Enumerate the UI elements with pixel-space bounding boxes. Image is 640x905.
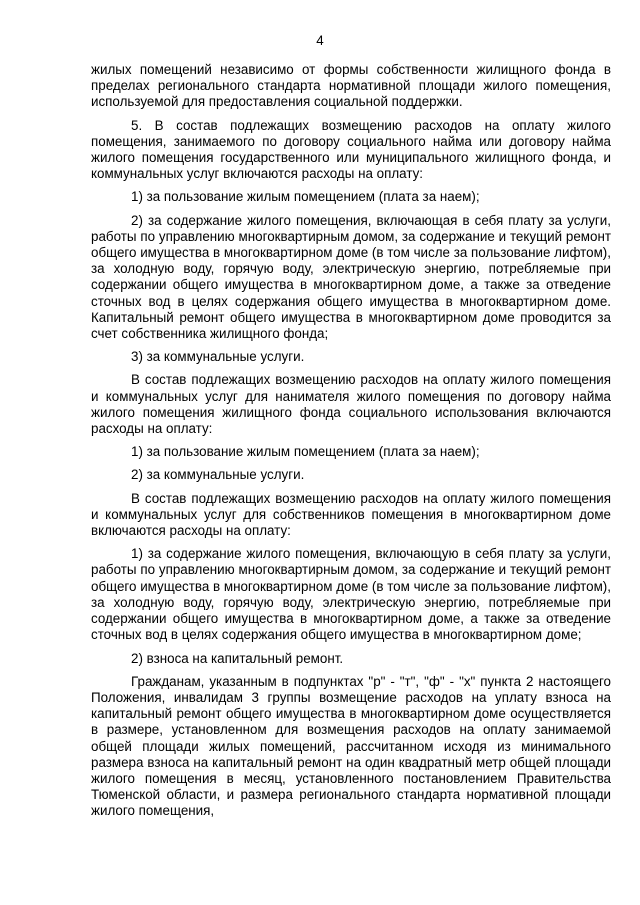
paragraph-owners-item-2: 2) взноса на капитальный ремонт. <box>131 650 344 666</box>
paragraph-continuation: жилых помещений независимо от формы собственности жилищного фонда в пределах регионального стандарта нормативной площади жилого помещения, используемой для предоставления социальной поддержки. <box>91 62 611 110</box>
paragraph-item-2-maintenance: 2) за содержание жилого помещения, включающая в себя плату за услуги, работы по управлению многоквартирным домом, за содержание и текущий ремонт общего имущества в многоквартирном доме (в том числе за пользование лифтом), за холодную воду, горячую воду, электрическую энергию, потребляемые при содержании общего имущества в многоквартирном доме, а также за отведение сточных вод в целях содержания общего имущества в многоквартирном доме. Капитальный ремонт общего имущества в многоквартирном доме проводится за счет собственника жилищного фонда; <box>91 212 611 342</box>
paragraph-social-item-2: 2) за коммунальные услуги. <box>131 467 305 483</box>
document-body <box>91 62 611 827</box>
paragraph-owners: В состав подлежащих возмещению расходов на оплату жилого помещения и коммунальных услуг для собственников помещения в многоквартирном доме включаются расходы на оплату: <box>91 490 611 539</box>
paragraph-clause-5: 5. В состав подлежащих возмещению расходов на оплату жилого помещения, занимаемого по договору социального найма или договору найма жилого помещения государственного или муниципального жилищного фонда, и коммунальных услуг включаются расходы на оплату: <box>91 117 611 182</box>
paragraph-item-1-rent: 1) за пользование жилым помещением (плата за наем); <box>131 189 480 205</box>
paragraph-social-item-1: 1) за пользование жилым помещением (плата за наем); <box>131 444 480 460</box>
page-number: 4 <box>316 33 324 48</box>
paragraph-social-tenant: В состав подлежащих возмещению расходов на оплату жилого помещения и коммунальных услуг для нанимателя жилого помещения по договору найма жилого помещения жилищного фонда социального использования включаются расходы на оплату: <box>91 372 611 437</box>
paragraph-citizens-capital-repair: Гражданам, указанным в подпунктах "р" - "т", "ф" - "х" пункта 2 настоящего Положения, инвалидам 3 группы возмещение расходов на уплату взноса на капитальный ремонт общего имущества в многоквартирном доме осуществляется в размере, установленном для возмещения расходов на оплату занимаемой общей площади жилых помещений, рассчитанном исходя из минимального размера взноса на капитальный ремонт на один квадратный метр общей площади жилого помещения в месяц, установленного постановлением Правительства Тюменской области, и размера регионального стандарта нормативной площади жилого помещения, <box>91 673 611 819</box>
paragraph-item-3-utilities: 3) за коммунальные услуги. <box>131 349 305 365</box>
paragraph-owners-item-1: 1) за содержание жилого помещения, включающую в себя плату за услуги, работы по управлению многоквартирным домом, за содержание и текущий ремонт общего имущества в многоквартирном доме (в том числе за пользование лифтом), за холодную воду, горячую воду, электрическую энергию, потребляемые при содержании общего имущества в многоквартирном доме, а также за отведение сточных вод в целях содержания общего имущества в многоквартирном доме; <box>91 546 611 643</box>
